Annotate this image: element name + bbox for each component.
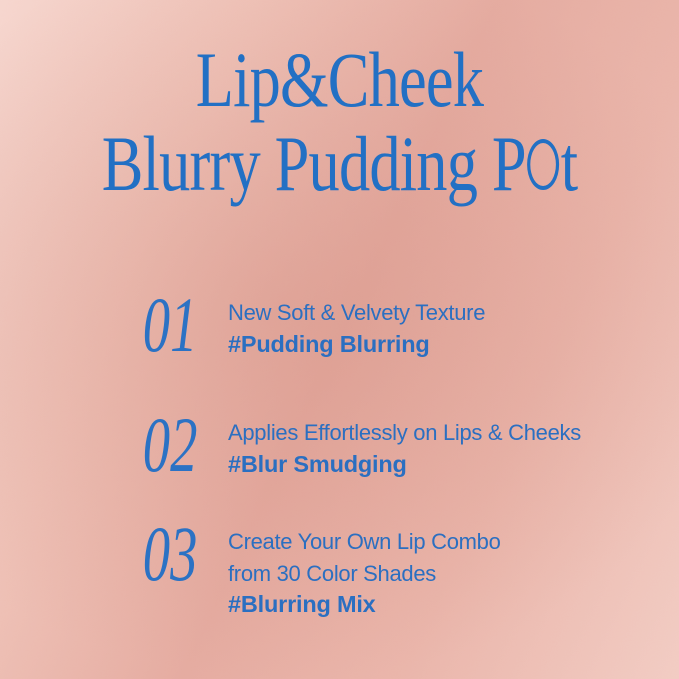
feature-1-line-1: New Soft & Velvety Texture xyxy=(228,300,486,325)
feature-2-hashtag: #Blur Smudging xyxy=(228,450,407,477)
feature-list xyxy=(132,281,581,621)
feature-number-1: 01 xyxy=(142,281,198,368)
feature-3-line-1: Create Your Own Lip Combo xyxy=(228,529,501,554)
feature-item-2 xyxy=(132,401,581,488)
title-line-1: Lip&Cheek xyxy=(195,36,484,123)
feature-3-hashtag: #Blurring Mix xyxy=(228,591,376,617)
title-line-2-post: t xyxy=(560,120,578,207)
page-title xyxy=(0,38,679,206)
feature-text-3 xyxy=(228,525,501,621)
feature-item-1 xyxy=(132,281,581,368)
feature-text-1 xyxy=(228,296,485,360)
feature-text-2 xyxy=(228,416,581,480)
feature-number-3: 03 xyxy=(142,510,198,597)
feature-1-hashtag: #Pudding Blurring xyxy=(228,330,430,357)
feature-3-line-2: from 30 Color Shades xyxy=(228,560,436,586)
title-line-2 xyxy=(68,122,611,206)
feature-2-line-1: Applies Effortlessly on Lips & Cheeks xyxy=(228,420,581,445)
title-line-2-pre: Blurry Pudding P xyxy=(101,120,526,207)
circular-o-glyph xyxy=(527,139,559,190)
feature-item-3 xyxy=(132,510,581,621)
feature-number-2: 02 xyxy=(142,401,198,488)
